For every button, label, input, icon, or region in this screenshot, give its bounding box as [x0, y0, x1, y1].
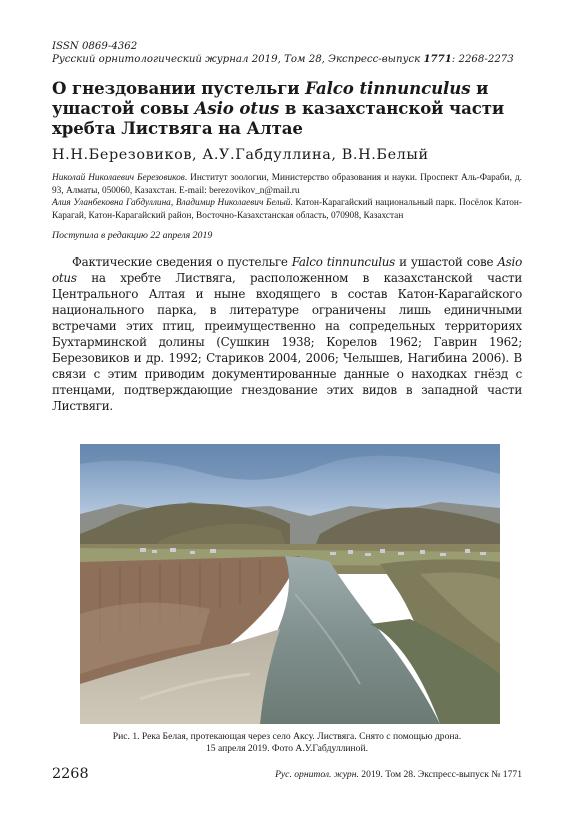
title-text-2: и ушастой совы [52, 78, 489, 118]
title-text-1: О гнездовании пустельги [52, 78, 306, 98]
running-footer [275, 769, 522, 781]
title-text-3: в казахстанской части хребта Листвяга на Алтае [52, 98, 505, 138]
body-latin-owl: Asio otus [52, 255, 522, 286]
issn-line: ISSN 0869-4362 [52, 41, 138, 52]
title-latin-owl: Asio otus [194, 98, 280, 118]
body-text-1: Фактические сведения о пустельге [72, 255, 292, 270]
issue-number: 1771 [423, 53, 452, 65]
article-title [52, 78, 522, 138]
caption-line-2: 15 апреля 2019. Фото А.У.Габдуллиной. [206, 743, 368, 754]
page-footer [52, 765, 522, 785]
authors23-names: Алия Уланбековна Габдуллина, Владимир Николаевич Белый [52, 198, 291, 209]
affiliation-block [52, 172, 522, 222]
journal-prefix: Русский орнитологический журнал 2019, Том 28, Экспресс-выпуск [52, 54, 424, 65]
river-photo [80, 444, 500, 724]
journal-reference [52, 53, 522, 66]
article-page [52, 40, 522, 414]
body-text-2: и ушастой сове [395, 255, 498, 270]
body-paragraph [52, 254, 522, 414]
authors-line: Н.Н.Березовиков, А.У.Габдуллина, В.Н.Белый [52, 147, 429, 163]
figure-caption [52, 731, 522, 755]
title-latin-kestrel: Falco tinnunculus [305, 78, 471, 98]
journal-pages: : 2268-2273 [451, 54, 514, 65]
author1-name: Николай Николаевич Березовиков [52, 173, 185, 183]
body-text-3: на хребте Листвяга, расположенном в казахстанской части Центрального Алтая и ныне входящего в состав Катон-Карагайского национального парка, в литературе ограничены лишь единичными встречами этих птиц, преимущественно на сопредельных территориях Бухтарминской долины (Сушкин 1938; Корелов 1962; Гаврин 1962; Березовиков и др. 1992; Стариков 2004, 2006; Челышев, Нагибина 2006). В связи с этим приводим документированные данные о находках гнёзд с птенцами, подтверждающие гнездование этих видов в западной части Листвяги. [52, 271, 522, 414]
running-issue: 2019. Том 28. Экспресс-выпуск № 1771 [358, 769, 522, 780]
caption-line-1: Рис. 1. Река Белая, протекающая через село Аксу. Листвяга. Снято с помощью дрона. [112, 731, 462, 742]
page-number: 2268 [52, 766, 89, 782]
body-latin-kestrel: Falco tinnunculus [291, 255, 396, 270]
running-journal-abbrev: Рус. орнитол. журн. [275, 769, 359, 780]
received-date: Поступила в редакцию 22 апреля 2019 [52, 230, 213, 242]
authors23-affiliation: . Катон-Карагайский национальный парк. Посёлок Катон-Карагай, Катон-Карагайский район, Восточно-Казахстанская область, 070908, Казахстан [52, 198, 522, 221]
author1-affiliation: . Институт зоологии, Министерство образования и науки. Проспект Аль-Фараби, д. 93, Алматы, 050060, Казахстан. E-mail: berezovikov_n@mail.ru [52, 173, 522, 196]
